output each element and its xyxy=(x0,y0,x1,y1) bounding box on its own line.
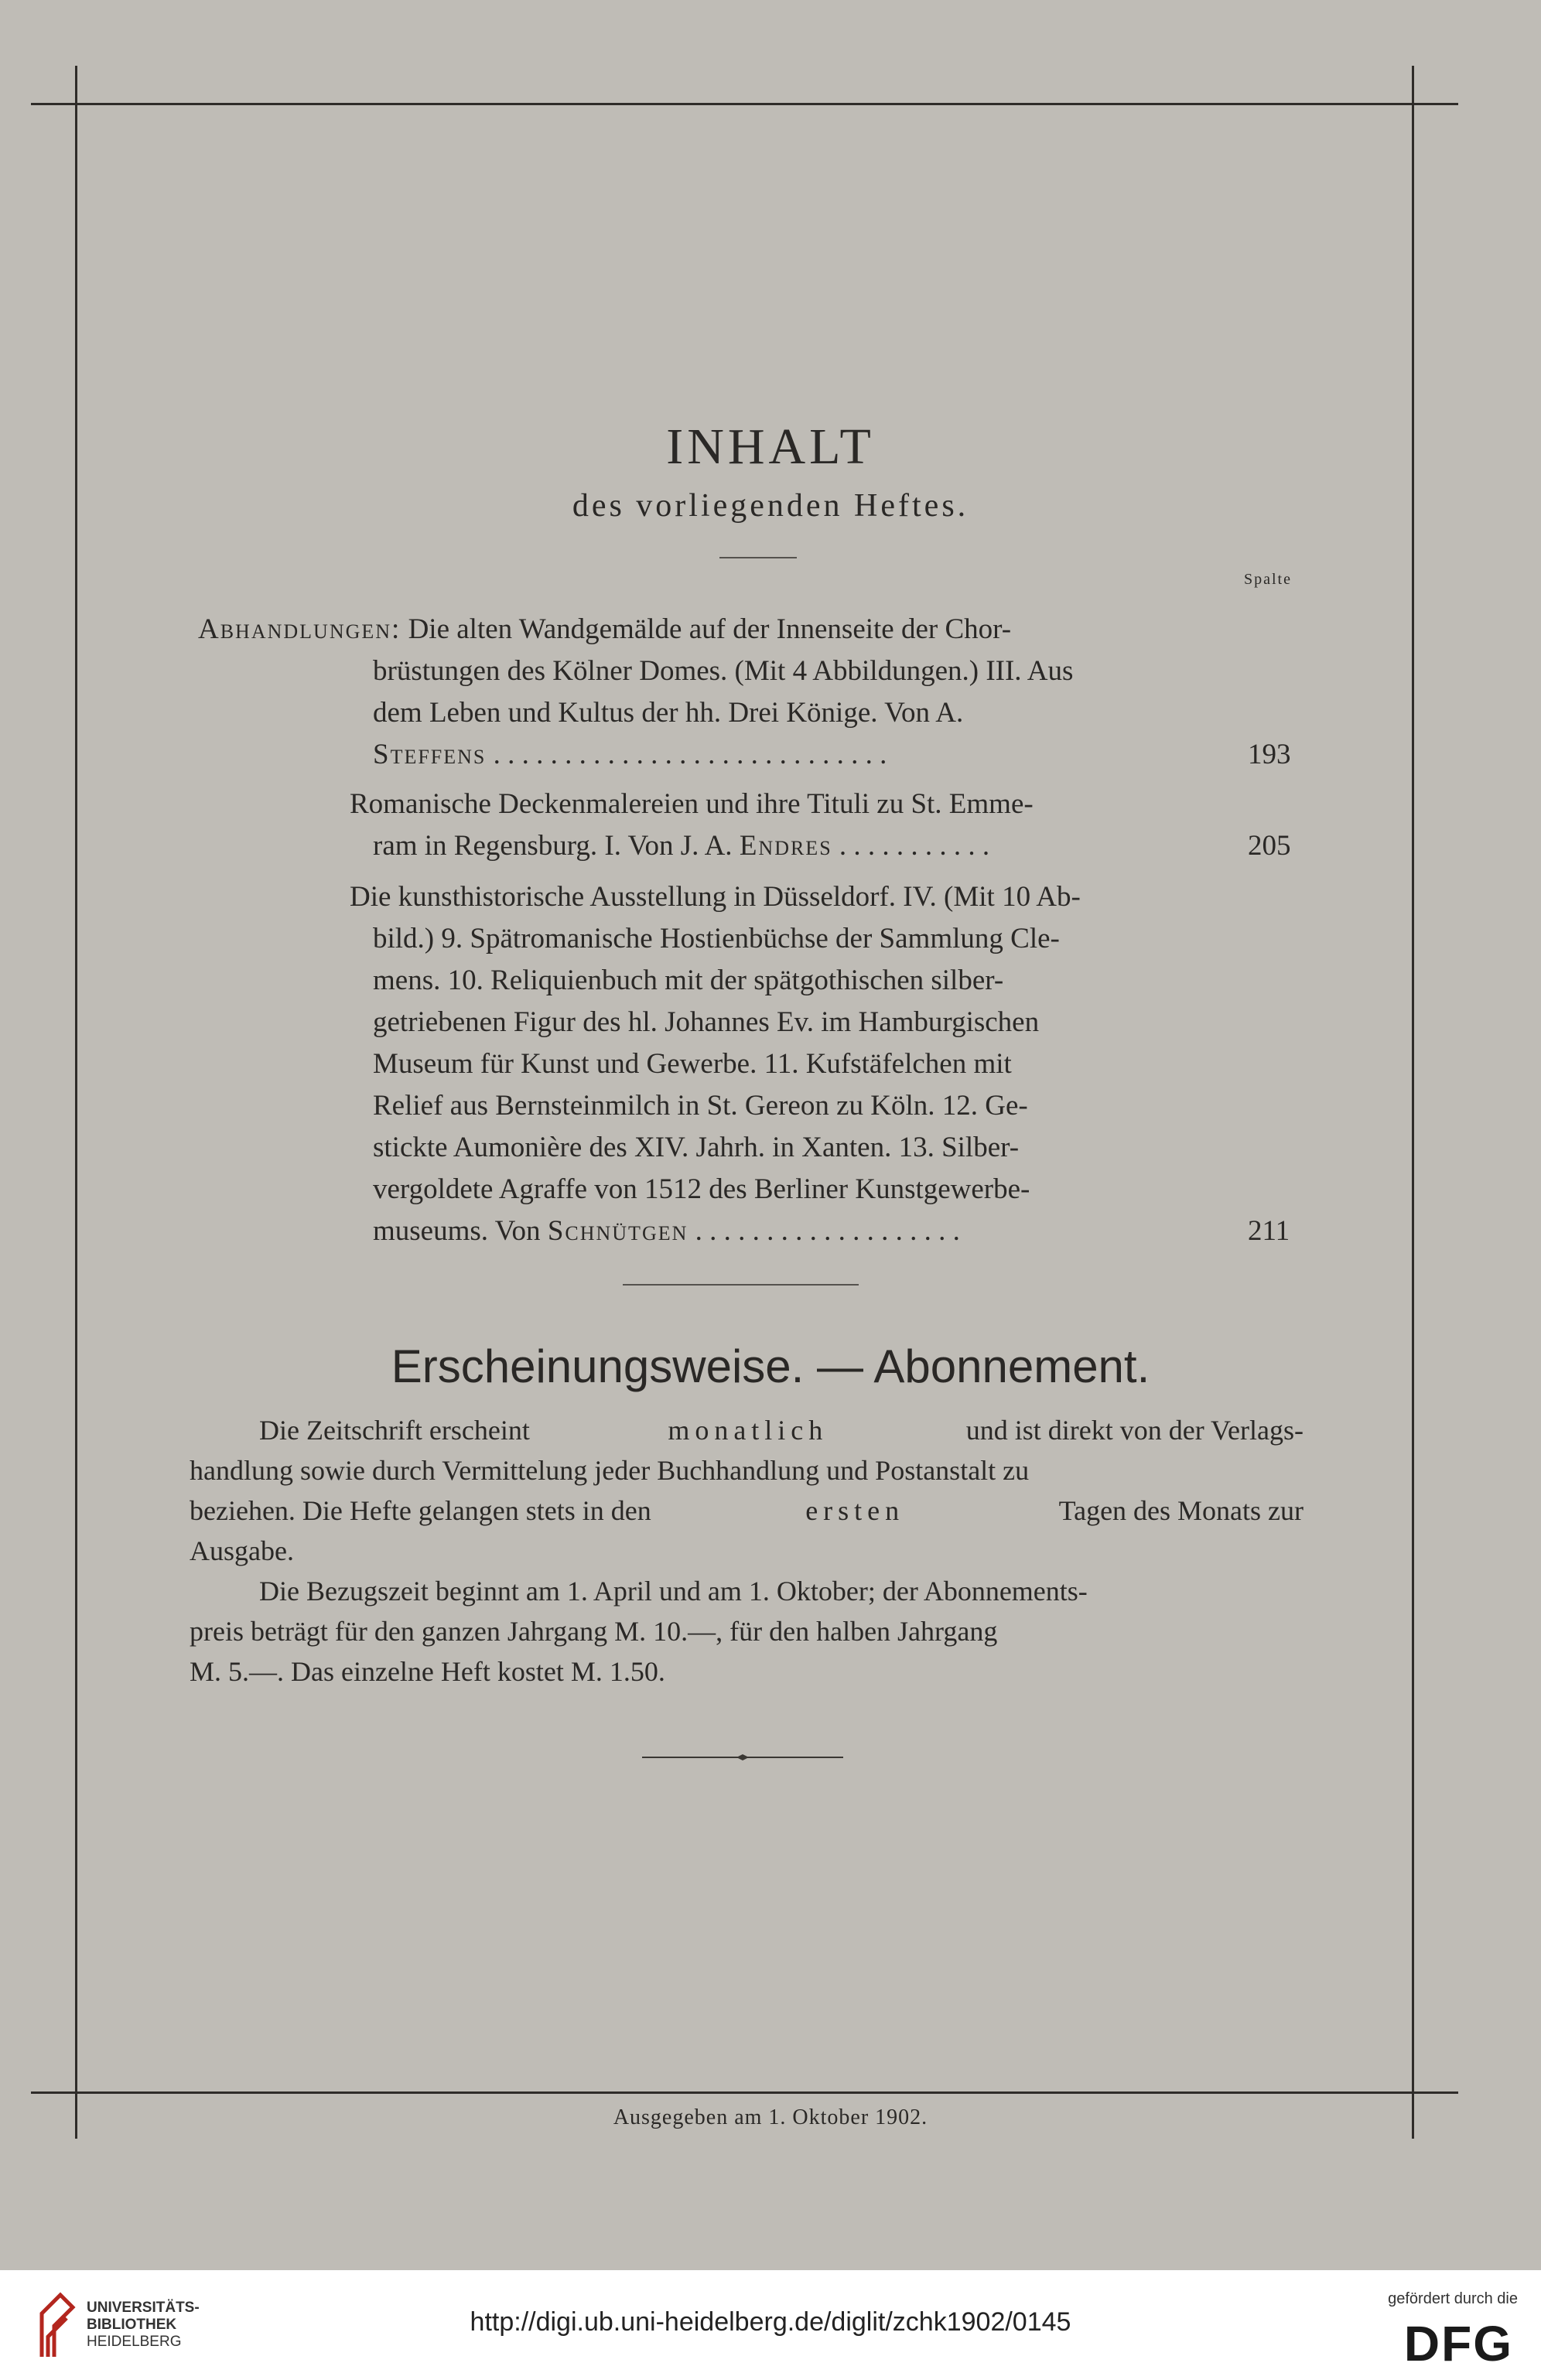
section-title: Erscheinungsweise. — Abonnement. xyxy=(391,1340,1150,1392)
dot-leader: . . . . . . . . . . . . . . . . . . . . . . . . . . . . xyxy=(486,739,887,770)
dot-leader: . . . . . . . . . . . . . . . . . . . xyxy=(688,1215,960,1247)
toc-line: museums. Von Schnütgen . . . . . . . . . . . . . . . . . . . xyxy=(373,1215,960,1247)
section-rule xyxy=(623,1284,859,1286)
column-number: 205 xyxy=(1248,830,1291,862)
toc-line: dem Leben und Kultus der hh. Drei Könige. Von A. xyxy=(373,697,964,729)
toc-line xyxy=(373,738,1239,771)
frame-top-line xyxy=(31,103,1458,105)
frame-bottom-line xyxy=(31,2091,1458,2094)
toc-line: bild.) 9. Spätromanische Hostienbüchse der Sammlung Cle- xyxy=(373,923,1060,954)
toc-line: Romanische Deckenmalereien und ihre Tituli zu St. Emme- xyxy=(350,788,1034,820)
toc-line: Relief aus Bernsteinmilch in St. Gereon zu Köln. 12. Ge- xyxy=(373,1090,1028,1122)
library-name: UNIVERSITÄTS- BIBLIOTHEK HEIDELBERG xyxy=(87,2300,200,2350)
paragraph-line: handlung sowie durch Vermittelung jeder Buchhandlung und Postanstalt zu xyxy=(190,1455,1030,1486)
toc-line: ram in Regensburg. I. Von J. A. Endres . . . . . . . . . . . xyxy=(373,830,990,862)
column-number: 211 xyxy=(1248,1215,1290,1247)
frame-left-line xyxy=(75,66,77,2139)
author-name: Endres xyxy=(739,830,832,862)
toc-line: getriebenen Figur des hl. Johannes Ev. im Hamburgischen xyxy=(373,1006,1040,1038)
paragraph-line: Die Bezugszeit beginnt am 1. April und am 1. Oktober; der Abonnements- xyxy=(259,1576,1088,1607)
source-url-link[interactable]: http://digi.ub.uni-heidelberg.de/diglit/zchk1902/0145 xyxy=(470,2307,1071,2337)
dot-leader: . . . . . . . . . . . xyxy=(832,830,990,862)
toc-line: vergoldete Agraffe von 1512 des Berliner Kunstgewerbe- xyxy=(373,1173,1030,1205)
digitization-footer xyxy=(0,2270,1541,2380)
dfg-logo: DFG xyxy=(1403,2316,1513,2371)
toc-line: Museum für Kunst und Gewerbe. 11. Kufstäfelchen mit xyxy=(373,1048,1012,1080)
author-name: Schnütgen xyxy=(547,1215,688,1247)
toc-line: brüstungen des Kölner Domes. (Mit 4 Abbildungen.) III. Aus xyxy=(373,655,1074,687)
paragraph-line: Die Zeitschrift erscheint monatlich und ist direkt von der Verlags- xyxy=(259,1415,1304,1446)
paragraph-line: preis beträgt für den ganzen Jahrgang M. 10.—, für den halben Jahrgang xyxy=(190,1616,998,1647)
toc-line: mens. 10. Reliquienbuch mit der spätgothischen silber- xyxy=(373,965,1004,996)
page-title: INHALT xyxy=(666,418,875,475)
toc-line: Die kunsthistorische Ausstellung in Düsseldorf. IV. (Mit 10 Ab- xyxy=(350,881,1081,913)
page-subtitle: des vorliegenden Heftes. xyxy=(572,488,969,524)
section-label: Abhandlungen: xyxy=(198,613,401,645)
toc-line: stickte Aumonière des XIV. Jahrh. in Xanten. 13. Silber- xyxy=(373,1132,1020,1163)
paragraph-line: Ausgabe. xyxy=(190,1535,294,1566)
column-number: 193 xyxy=(1248,739,1291,770)
frame-right-line xyxy=(1412,66,1414,2139)
author-name: Steffens xyxy=(373,739,487,770)
issue-date: Ausgegeben am 1. Oktober 1902. xyxy=(613,2105,928,2129)
paragraph-line: M. 5.—. Das einzelne Heft kostet M. 1.50. xyxy=(190,1656,665,1687)
funding-note: gefördert durch die xyxy=(1388,2290,1518,2307)
toc-line: Abhandlungen: Die alten Wandgemälde auf der Innenseite der Chor- xyxy=(198,613,1012,645)
paragraph-line: beziehen. Die Hefte gelangen stets in den ersten Tagen des Monats zur xyxy=(190,1495,1304,1526)
title-rule xyxy=(719,557,797,558)
ornament-divider xyxy=(642,1754,843,1760)
column-header: Spalte xyxy=(1244,571,1292,588)
